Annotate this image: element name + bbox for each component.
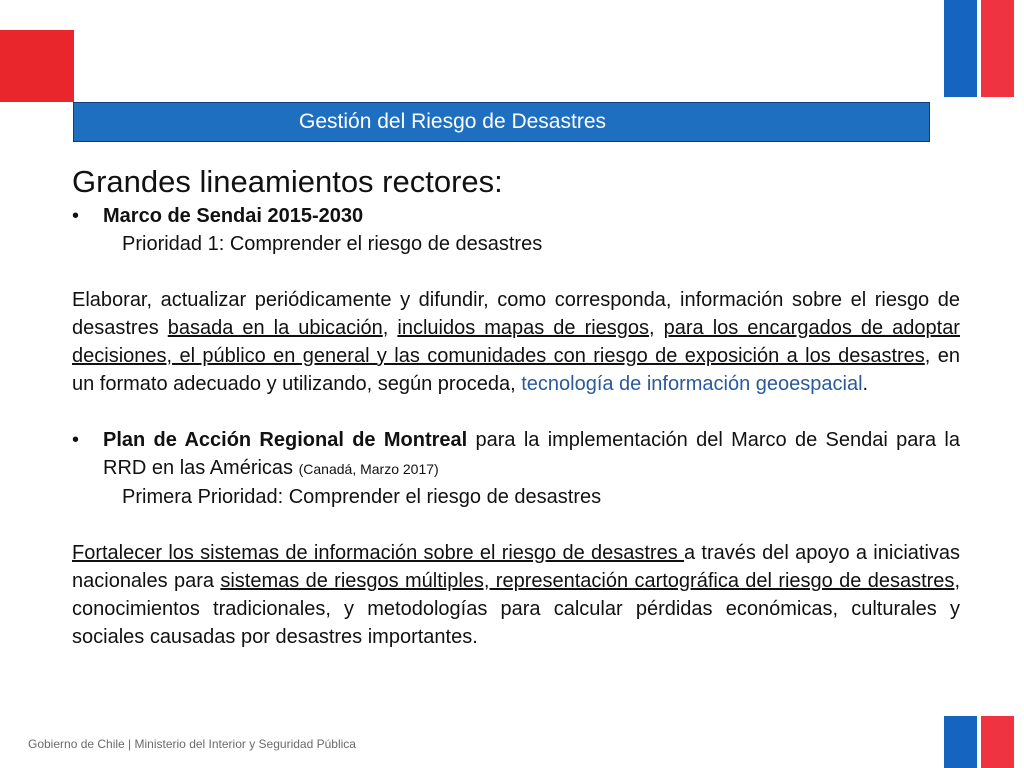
flag-stripes-top <box>944 0 1014 97</box>
bullet-item-sendai <box>72 202 960 230</box>
montreal-priority: Primera Prioridad: Comprender el riesgo de desastres <box>122 486 602 508</box>
bullet-marker: • <box>72 429 80 451</box>
montreal-title: Plan de Acción Regional de Montreal <box>103 429 468 451</box>
geospatial-technology-text: tecnología de información geoespacial <box>521 373 863 395</box>
bullet-item-montreal <box>72 426 960 483</box>
header-title: Gestión del Riesgo de Desastres <box>299 110 606 133</box>
red-corner-square <box>0 30 74 102</box>
montreal-date-note: (Canadá, Marzo 2017) <box>298 461 439 477</box>
montreal-title-line: Plan de Acción Regional de Montreal para la implementación del Marco de Sendai para la RRD en las Américas (Canadá, Marzo 2017) <box>103 429 960 479</box>
sendai-paragraph: Elaborar, actualizar periódicamente y difundir, como corresponda, información sobre el riesgo de desastres basada en la ubicación, incluidos mapas de riesgos, para los encargados de adoptar decisiones, el público en general y las comunidades con riesgo de exposición a los desastres, en un formato adecuado y utilizando, según proceda, tecnología de información geoespacial. <box>72 289 960 395</box>
header-bar <box>73 102 930 142</box>
underlined-location: basada en la ubicación <box>167 317 383 339</box>
flag-red-stripe <box>981 716 1014 768</box>
underlined-risk-maps: incluidos mapas de riesgos <box>397 317 650 339</box>
slide-content <box>72 162 960 651</box>
underlined-decision-makers: para los encargados de adoptar decisiones, el público en general y las comunidades con riesgo de exposición a los desastres <box>72 317 960 367</box>
underlined-multi-risk-systems: sistemas de riesgos múltiples, representación cartográfica del riesgo de desastres <box>220 570 955 592</box>
slide-heading: Grandes lineamientos rectores: <box>72 164 503 199</box>
bullet-marker: • <box>72 205 80 227</box>
flag-stripes-bottom <box>944 716 1014 768</box>
sendai-priority: Prioridad 1: Comprender el riesgo de desastres <box>122 233 543 255</box>
flag-blue-stripe <box>944 0 977 97</box>
flag-red-stripe <box>981 0 1014 97</box>
sendai-title: Marco de Sendai 2015-2030 <box>103 205 364 227</box>
footer-text: Gobierno de Chile | Ministerio del Interior y Seguridad Pública <box>28 737 356 751</box>
montreal-paragraph: Fortalecer los sistemas de información sobre el riesgo de desastres a través del apoyo a iniciativas nacionales para sistemas de riesgos múltiples, representación cartográfica del riesgo de desastres, conocimientos tradicionales, y metodologías para calcular pérdidas económicas, culturales y sociales causadas por desastres importantes. <box>72 542 961 648</box>
flag-blue-stripe <box>944 716 977 768</box>
underlined-strengthen-systems: Fortalecer los sistemas de información sobre el riesgo de desastres <box>72 542 684 564</box>
